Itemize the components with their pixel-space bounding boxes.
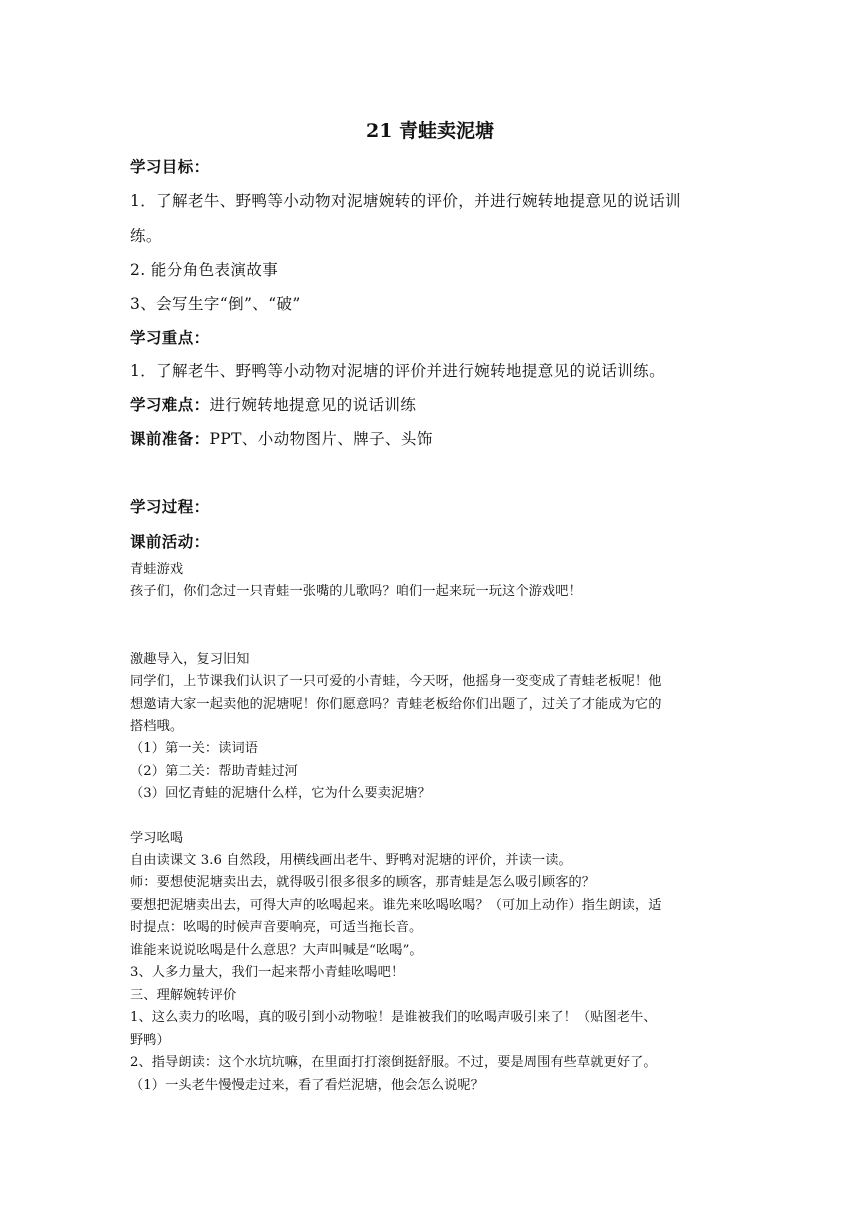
section-3-line-1: 1、这么卖力的吆喝，真的吸引到小动物啦！是谁被我们的吆喝声吸引来了！（贴图老牛、 <box>130 1010 657 1025</box>
intro-step-2: （2）第二关：帮助青蛙过河 <box>130 764 298 779</box>
objectives-heading: 学习目标： <box>130 157 210 176</box>
preparation-row <box>130 427 433 449</box>
shouting-line-3: 要想把泥塘卖出去，可得大声的吆喝起来。谁先来吆喝吆喝？（可加上动作）指生朗读，适 <box>130 898 662 913</box>
preparation-text: PPT、小动物图片、牌子、头饰 <box>209 430 433 448</box>
lesson-title: 21 青蛙卖泥塘 <box>365 120 495 142</box>
difficulty-row <box>130 393 416 415</box>
difficulty-text: 进行婉转地提意见的说话训练 <box>209 396 417 414</box>
key-points-heading: 学习重点： <box>130 328 210 347</box>
section-3-heading: 三、理解婉转评价 <box>130 988 237 1003</box>
objective-1-line-2: 练。 <box>130 227 162 245</box>
key-point-1: 1．了解老牛、野鸭等小动物对泥塘的评价并进行婉转地提意见的说话训练。 <box>130 362 665 380</box>
frog-game-heading: 青蛙游戏 <box>130 562 184 577</box>
difficulty-label: 学习难点： <box>130 395 210 414</box>
intro-step-3: （3）回忆青蛙的泥塘什么样，它为什么要卖泥塘？ <box>130 786 431 801</box>
section-3-line-3: 2、指导朗读：这个水坑坑嘛，在里面打打滚倒挺舒服。不过，要是周围有些草就更好了。 <box>130 1055 657 1070</box>
intro-para-line-1: 同学们，上节课我们认识了一只可爱的小青蛙，今天呀，他摇身一变变成了青蛙老板呢！他 <box>130 674 662 689</box>
preparation-label: 课前准备： <box>130 429 210 448</box>
shouting-line-5: 谁能来说说吆喝是什么意思？大声叫喊是“吆喝”。 <box>130 943 423 958</box>
section-3-line-4: （1）一头老牛慢慢走过来，看了看烂泥塘，他会怎么说呢？ <box>130 1078 484 1093</box>
shouting-heading: 学习吆喝 <box>130 831 184 846</box>
objective-1-line-1: 1．了解老牛、野鸭等小动物对泥塘婉转的评价，并进行婉转地提意见的说话训 <box>130 192 681 210</box>
objective-2: 2. 能分角色表演故事 <box>130 261 279 279</box>
section-3-line-2: 野鸭） <box>130 1033 170 1048</box>
process-heading: 学习过程： <box>130 497 210 516</box>
intro-step-1: （1）第一关：读词语 <box>130 741 259 756</box>
pre-class-heading: 课前活动： <box>130 532 210 551</box>
intro-para-line-3: 搭档哦。 <box>130 719 184 734</box>
objective-3: 3、会写生字“倒”、“破” <box>130 295 301 313</box>
intro-heading: 激趣导入，复习旧知 <box>130 652 250 667</box>
shouting-line-2: 师：要想使泥塘卖出去，就得吸引很多很多的顾客，那青蛙是怎么吸引顾客的？ <box>130 875 596 890</box>
shouting-line-6: 3、人多力量大，我们一起来帮小青蛙吆喝吧！ <box>130 965 405 980</box>
intro-para-line-2: 想邀请大家一起卖他的泥塘呢！你们愿意吗？青蛙老板给你们出题了，过关了才能成为它的 <box>130 697 662 712</box>
shouting-line-1: 自由读课文 3.6 自然段，用横线画出老牛、野鸭对泥塘的评价，并读一读。 <box>130 853 572 868</box>
shouting-line-4: 时提点：吆喝的时候声音要响亮，可适当拖长音。 <box>130 920 423 935</box>
frog-game-text: 孩子们，你们念过一只青蛙一张嘴的儿歌吗？咱们一起来玩一玩这个游戏吧！ <box>130 584 582 599</box>
